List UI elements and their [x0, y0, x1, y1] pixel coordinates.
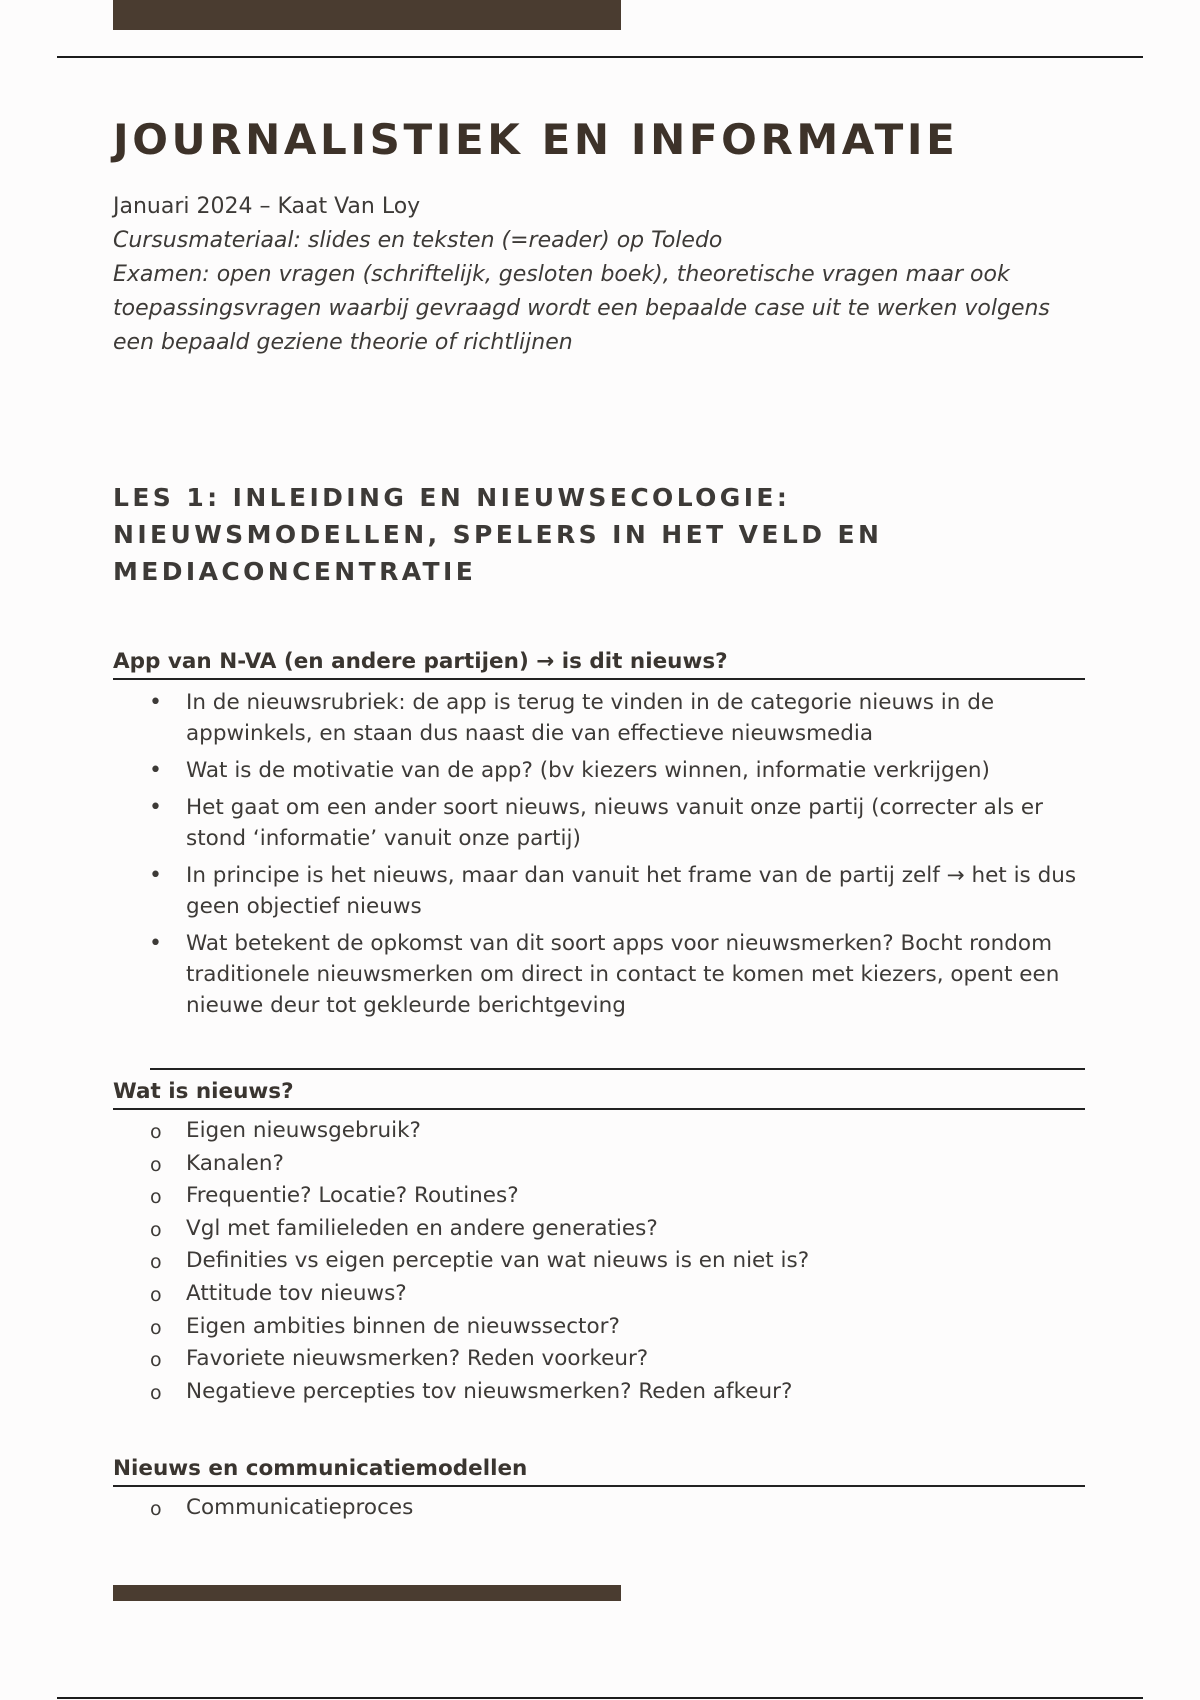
- list-item: • In de nieuwsrubriek: de app is terug te vinden in de categorie nieuws in de appwinkels, en staan dus naast die van effectieve nieuwsmedia: [113, 687, 1089, 749]
- communicatiemodellen-list: [113, 1492, 1089, 1525]
- date-author: Januari 2024 – Kaat Van Loy: [113, 194, 421, 219]
- footer-rule: [57, 1697, 1143, 1699]
- document-title: JOURNALISTIEK EN INFORMATIE: [113, 115, 959, 164]
- list-item: o Kanalen?: [113, 1148, 1089, 1181]
- list-item: o Definities vs eigen perceptie van wat nieuws is en niet is?: [113, 1245, 1089, 1278]
- list-item: o Attitude tov nieuws?: [113, 1278, 1089, 1311]
- section-heading-app-nva: App van N-VA (en andere partijen) → is dit nieuws?: [113, 649, 1085, 680]
- list-item: o Eigen ambities binnen de nieuwssector?: [113, 1311, 1089, 1344]
- list-item: o Favoriete nieuwsmerken? Reden voorkeur?: [113, 1343, 1089, 1376]
- list-item: • In principe is het nieuws, maar dan vanuit het frame van de partij zelf → het is dus geen objectief nieuws: [113, 860, 1089, 922]
- app-nva-bullet-list: [113, 687, 1089, 1027]
- list-item: o Frequentie? Locatie? Routines?: [113, 1180, 1089, 1213]
- list-item: o Communicatieproces: [113, 1492, 1089, 1525]
- header-decor-bar: [113, 0, 621, 30]
- document-meta: [113, 190, 1073, 360]
- header-rule: [57, 56, 1143, 58]
- wat-is-nieuws-list: [113, 1115, 1089, 1408]
- course-material-note: Cursusmateriaal: slides en teksten (=reader) op Toledo: [113, 228, 723, 253]
- list-item: • Wat betekent de opkomst van dit soort apps voor nieuwsmerken? Bocht rondom traditionele nieuwsmerken om direct in contact te komen met kiezers, opent een nieuwe deur tot gekleurde berichtgeving: [113, 928, 1089, 1021]
- exam-note: Examen: open vragen (schriftelijk, gesloten boek), theoretische vragen maar ook toepassingsvragen waarbij gevraagd wordt een bepaalde case uit te werken volgens een bepaald geziene theorie of richtlijnen: [113, 262, 1050, 355]
- list-item: o Negatieve percepties tov nieuwsmerken? Reden afkeur?: [113, 1376, 1089, 1409]
- section-separator: [150, 1068, 1085, 1070]
- list-item: o Vgl met familieleden en andere generaties?: [113, 1213, 1089, 1246]
- list-item: o Eigen nieuwsgebruik?: [113, 1115, 1089, 1148]
- section-heading-wat-is-nieuws: Wat is nieuws?: [113, 1079, 1085, 1110]
- list-item: • Het gaat om een ander soort nieuws, nieuws vanuit onze partij (correcter als er stond ‘informatie’ vanuit onze partij): [113, 792, 1089, 854]
- list-item: • Wat is de motivatie van de app? (bv kiezers winnen, informatie verkrijgen): [113, 755, 1089, 786]
- section-heading-communicatiemodellen: Nieuws en communicatiemodellen: [113, 1456, 1085, 1487]
- footer-decor-bar: [113, 1585, 621, 1601]
- lesson-title: LES 1: INLEIDING EN NIEUWSECOLOGIE: NIEUWSMODELLEN, SPELERS IN HET VELD EN MEDIACONCENTRATIE: [113, 483, 883, 586]
